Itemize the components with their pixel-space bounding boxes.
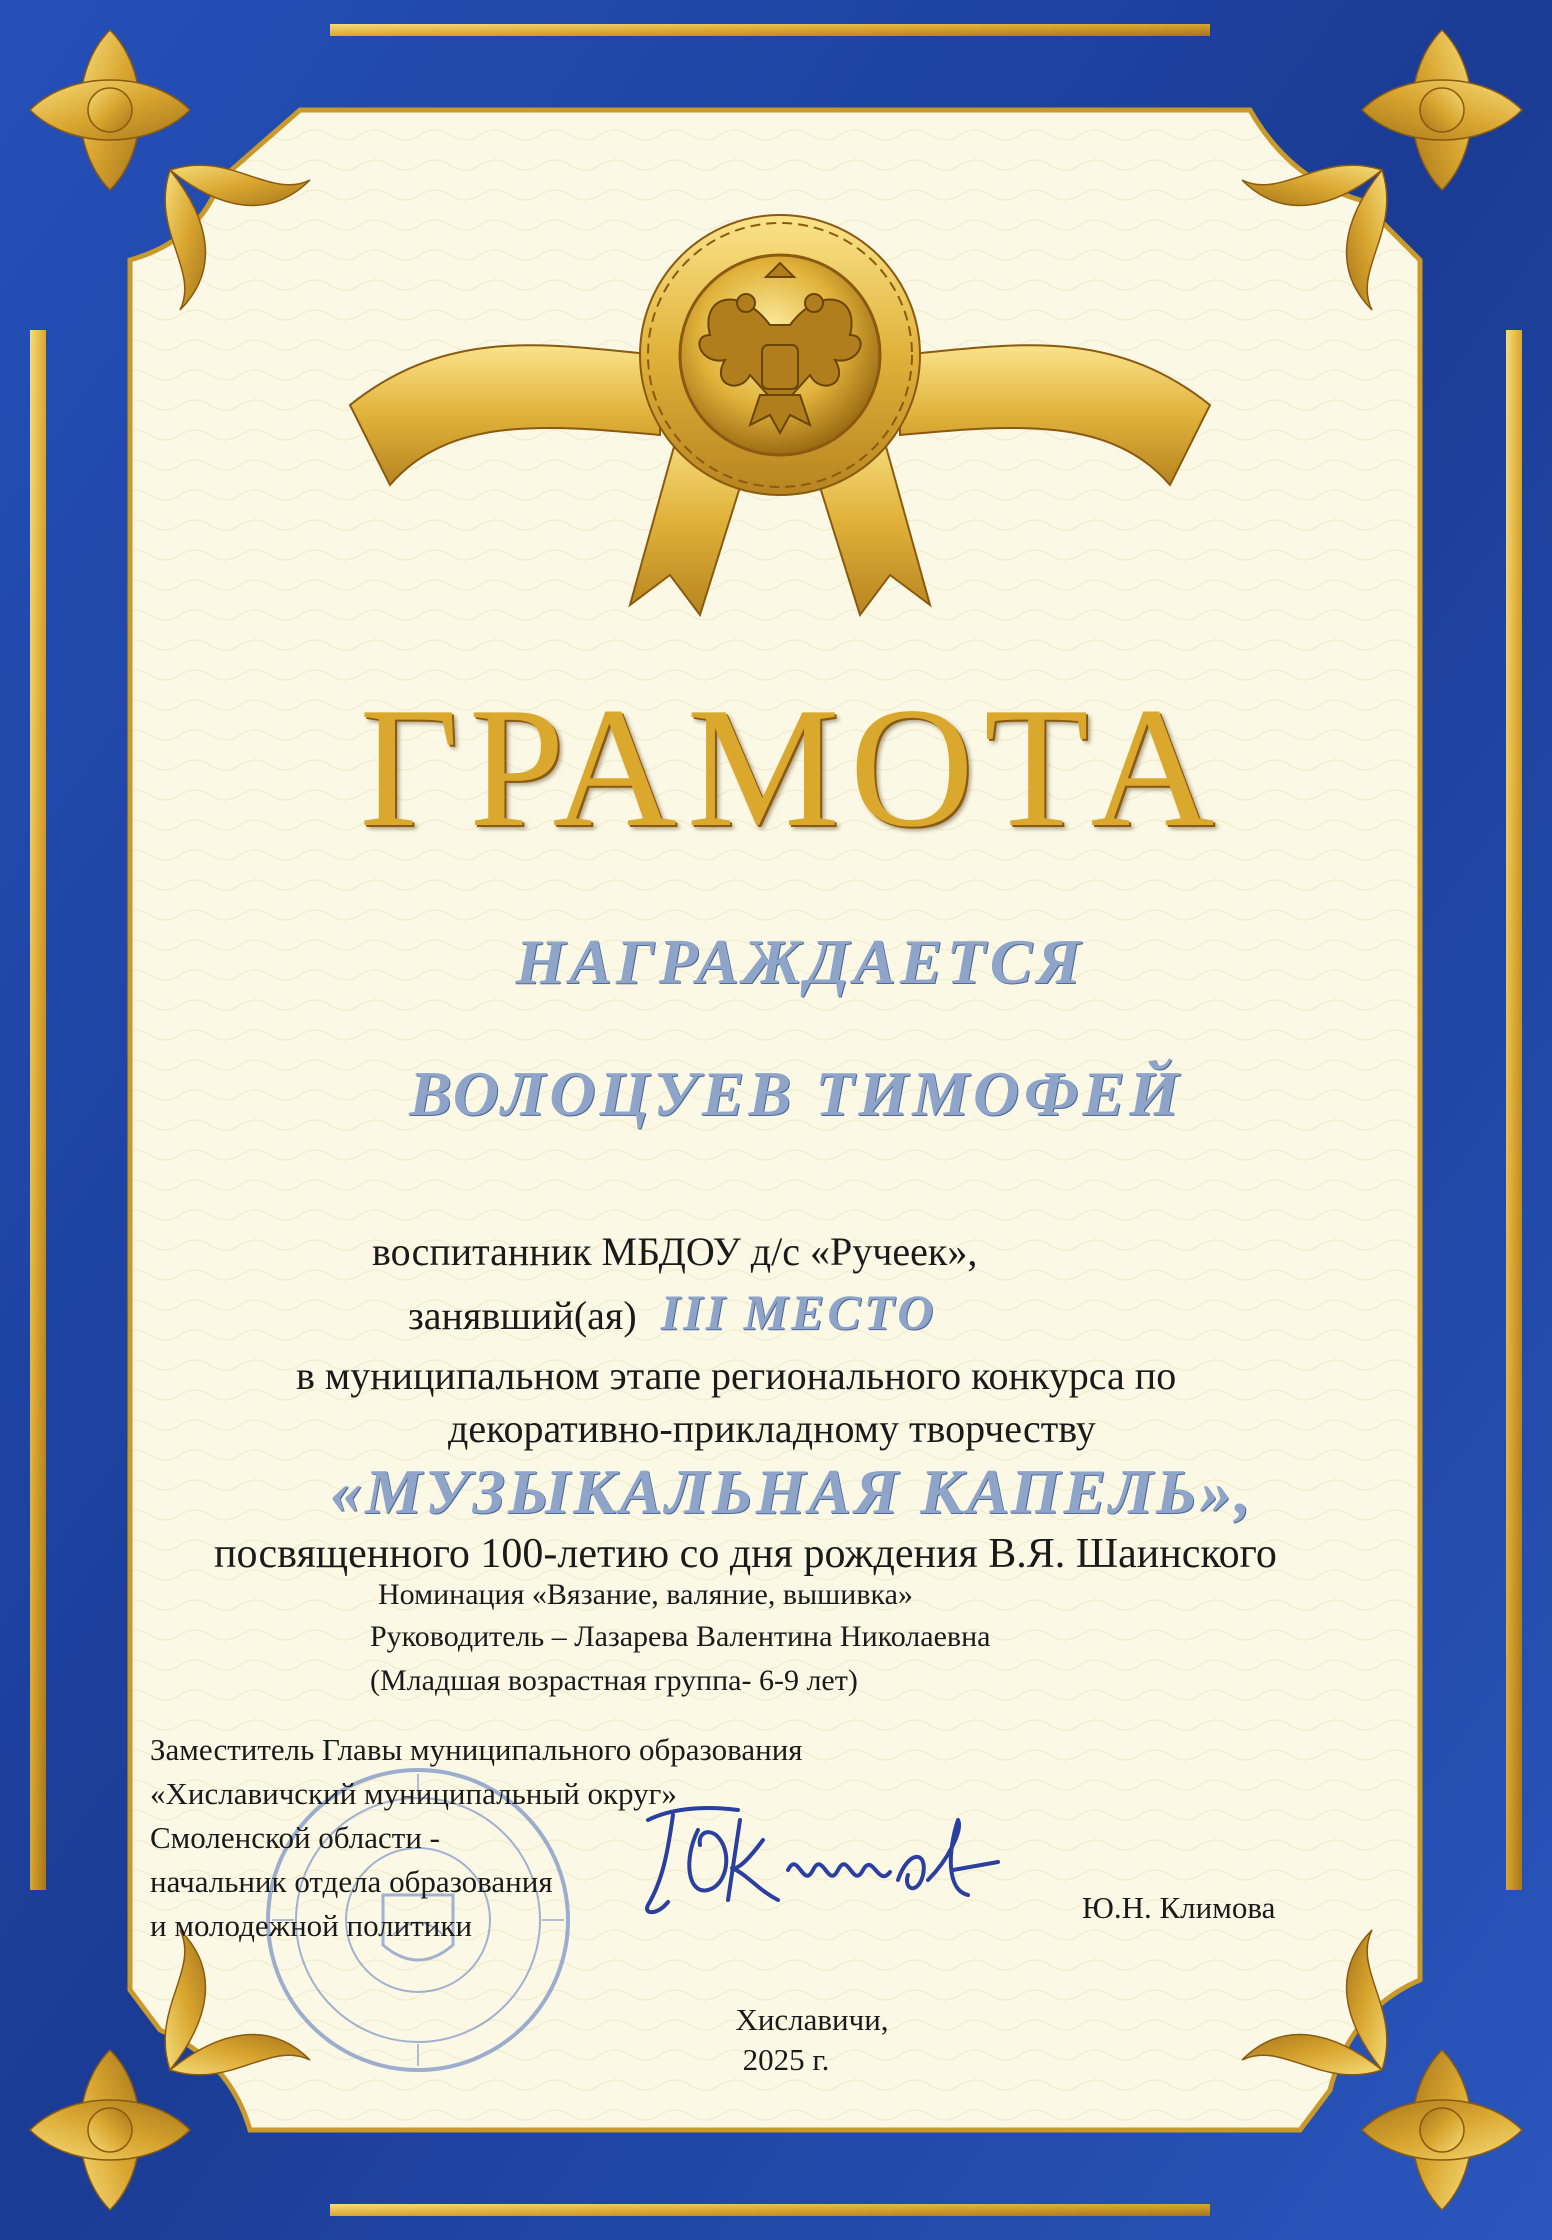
signatory-line: начальник отдела образования xyxy=(150,1864,553,1899)
awarded-label: НАГРАЖДАЕТСЯ xyxy=(515,926,1085,997)
stage-line: в муниципальном этапе регионального конкурса по xyxy=(296,1353,1177,1398)
genre-line: декоративно-прикладному творчеству xyxy=(448,1406,1096,1451)
age-group-line: (Младшая возрастная группа- 6-9 лет) xyxy=(370,1664,858,1697)
signatory-name: Ю.Н. Климова xyxy=(1082,1890,1276,1925)
issue-year: 2025 г. xyxy=(742,2042,830,2077)
recipient-name: ВОЛОЦУЕВ ТИМОФЕЙ xyxy=(409,1058,1183,1129)
signatory-line: Смоленской области - xyxy=(150,1820,440,1855)
took-label: занявший(ая) xyxy=(408,1293,637,1338)
signatory-line: «Хиславичский муниципальный округ» xyxy=(150,1776,677,1811)
signatory-line: и молодежной политики xyxy=(150,1908,473,1943)
place-value: III МЕСТО xyxy=(660,1284,937,1340)
place-line xyxy=(408,1283,936,1341)
dedication-line: посвященного 100-летию со дня рождения В.Я. Шаинского xyxy=(214,1531,1277,1577)
issue-city: Хиславичи, xyxy=(735,2002,889,2037)
nomination-line: Номинация «Вязание, валяние, вышивка» xyxy=(378,1578,913,1611)
leader-line: Руководитель – Лазарева Валентина Николаевна xyxy=(370,1620,991,1653)
contest-name: «МУЗЫКАЛЬНАЯ КАПЕЛЬ», xyxy=(330,1456,1254,1527)
signatory-block xyxy=(150,1728,803,1948)
gold-medal-emblem-icon xyxy=(330,205,1230,635)
certificate-title: ГРАМОТА xyxy=(359,673,1225,863)
signatory-line: Заместитель Главы муниципального образования xyxy=(150,1732,803,1767)
pupil-line: воспитанник МБДОУ д/с «Ручеек», xyxy=(372,1229,978,1274)
